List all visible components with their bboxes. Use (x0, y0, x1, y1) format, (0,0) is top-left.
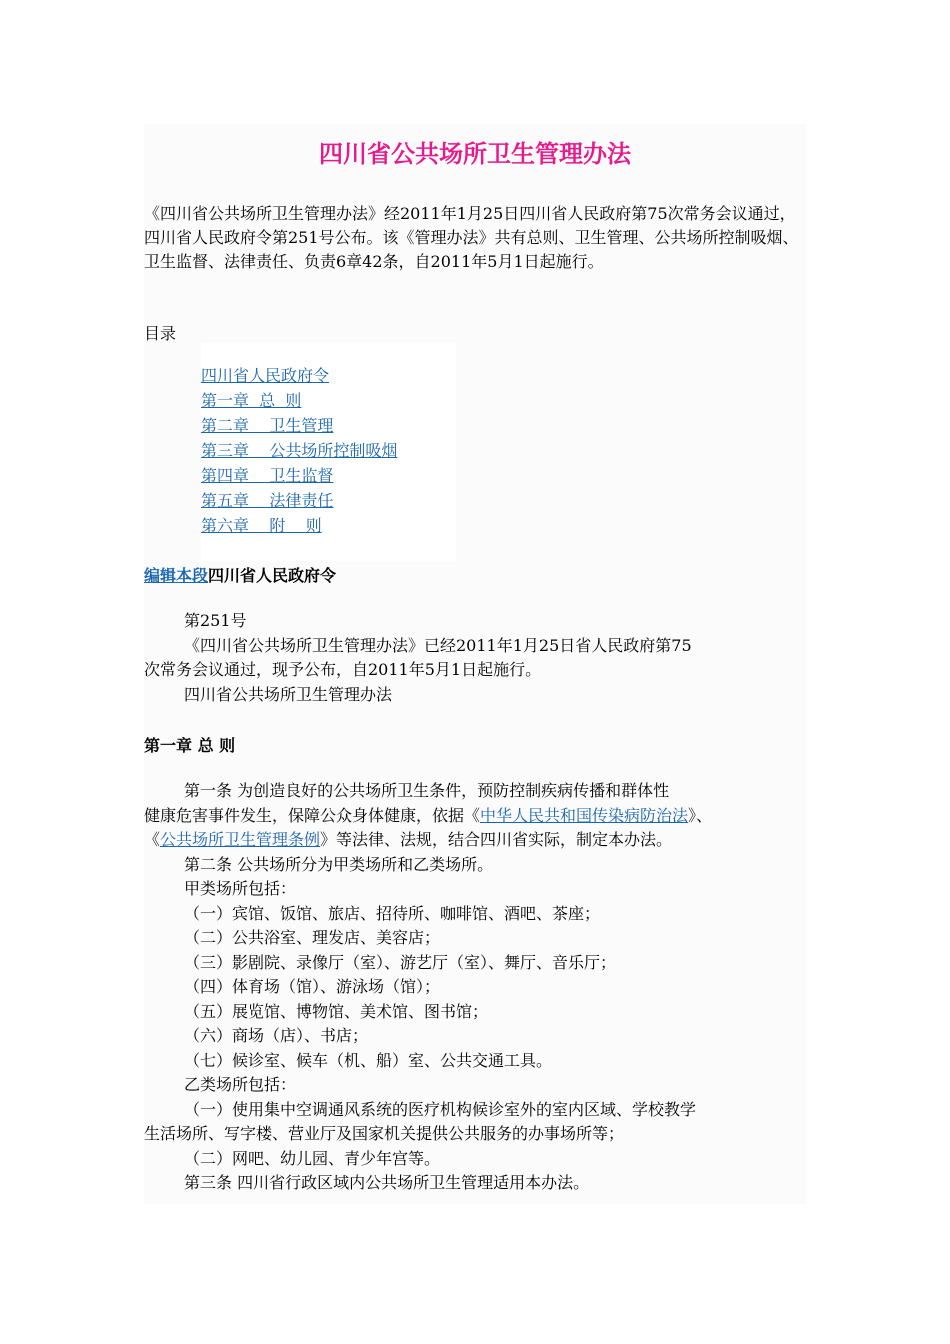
class-a-item: （六）商场（店）、书店； (184, 1026, 369, 1045)
section-heading (144, 563, 336, 586)
edit-section-link[interactable]: 编辑本段 (144, 566, 209, 585)
toc-link-chapter-2[interactable]: 第二章 卫生管理 (201, 416, 334, 435)
article-3: 第三条 四川省行政区域内公共场所卫生管理适用本办法。 (184, 1173, 590, 1192)
section-heading-text: 四川省人民政府令 (208, 566, 337, 585)
class-b-item-2: （二）网吧、幼儿园、青少年宫等。 (184, 1148, 441, 1168)
class-a-item: （四）体育场（馆）、游泳场（馆）； (184, 977, 441, 996)
article-1-line-1: 第一条 为创造良好的公共场所卫生条件，预防控制疾病传播和群体性 (184, 781, 670, 800)
class-a-label: 甲类场所包括： (184, 879, 297, 898)
toc-label: 目录 (144, 324, 177, 343)
decree-number: 第251号 (184, 611, 247, 630)
toc-link-decree[interactable]: 四川省人民政府令 (201, 366, 330, 385)
toc-link-chapter-6[interactable]: 第六章 附 则 (201, 516, 322, 535)
class-a-item: （二）公共浴室、理发店、美容店； (184, 928, 441, 947)
class-a-item: （七）候诊室、候车（机、船）室、公共交通工具。 (184, 1050, 553, 1070)
decree-text-line-1: 《四川省公共场所卫生管理办法》已经2011年1月25日省人民政府第75 (184, 635, 692, 655)
toc-link-chapter-1[interactable]: 第一章 总 则 (201, 391, 302, 410)
intro-paragraph: 《四川省公共场所卫生管理办法》经2011年1月25日四川省人民政府第75次常务会议通过，四川省人民政府令第251号公布。该《管理办法》共有总则、卫生管理、公共场所控制吸烟、卫生监督、法律责任、负责6章42条，自2011年5月1日起施行。 (144, 204, 799, 271)
toc-link-chapter-3[interactable]: 第三章 公共场所控制吸烟 (201, 441, 398, 460)
decree-block (144, 609, 808, 707)
class-a-item: （三）影剧院、录像厅（室）、游艺厅（室）、舞厅、音乐厅； (184, 952, 617, 972)
law-link-public-places-regulation[interactable]: 公共场所卫生管理条例 (160, 830, 321, 849)
class-b-label: 乙类场所包括： (184, 1075, 297, 1094)
article-1-line-2: 健康危害事件发生，保障公众身体健康，依据《中华人民共和国传染病防治法》、 (144, 805, 713, 825)
class-a-item: （一）宾馆、饭馆、旅店、招待所、咖啡馆、酒吧、茶座； (184, 903, 601, 923)
chapter-1-body (144, 779, 808, 1196)
class-b-item-1-line-2: 生活场所、写字楼、营业厅及国家机关提供公共服务的办事场所等； (144, 1124, 625, 1143)
class-b-item-1-line-1: （一）使用集中空调通风系统的医疗机构候诊室外的室内区域、学校教学 (184, 1099, 697, 1119)
class-a-item: （五）展览馆、博物馆、美术馆、图书馆； (184, 1001, 489, 1021)
law-link-infectious-disease[interactable]: 中华人民共和国传染病防治法 (480, 805, 689, 825)
document-body (144, 124, 806, 1204)
decree-name: 四川省公共场所卫生管理办法 (184, 684, 393, 704)
table-of-contents (201, 343, 456, 561)
chapter-1-heading: 第一章 总 则 (144, 736, 236, 755)
decree-text-line-2: 次常务会议通过，现予公布，自2011年5月1日起施行。 (144, 660, 542, 679)
toc-link-chapter-5[interactable]: 第五章 法律责任 (201, 491, 334, 510)
toc-link-chapter-4[interactable]: 第四章 卫生监督 (201, 466, 334, 485)
article-1-line-3: 《公共场所卫生管理条例》等法律、法规，结合四川省实际，制定本办法。 (144, 830, 673, 849)
document-title: 四川省公共场所卫生管理办法 (319, 139, 631, 168)
article-2: 第二条 公共场所分为甲类场所和乙类场所。 (184, 854, 494, 874)
